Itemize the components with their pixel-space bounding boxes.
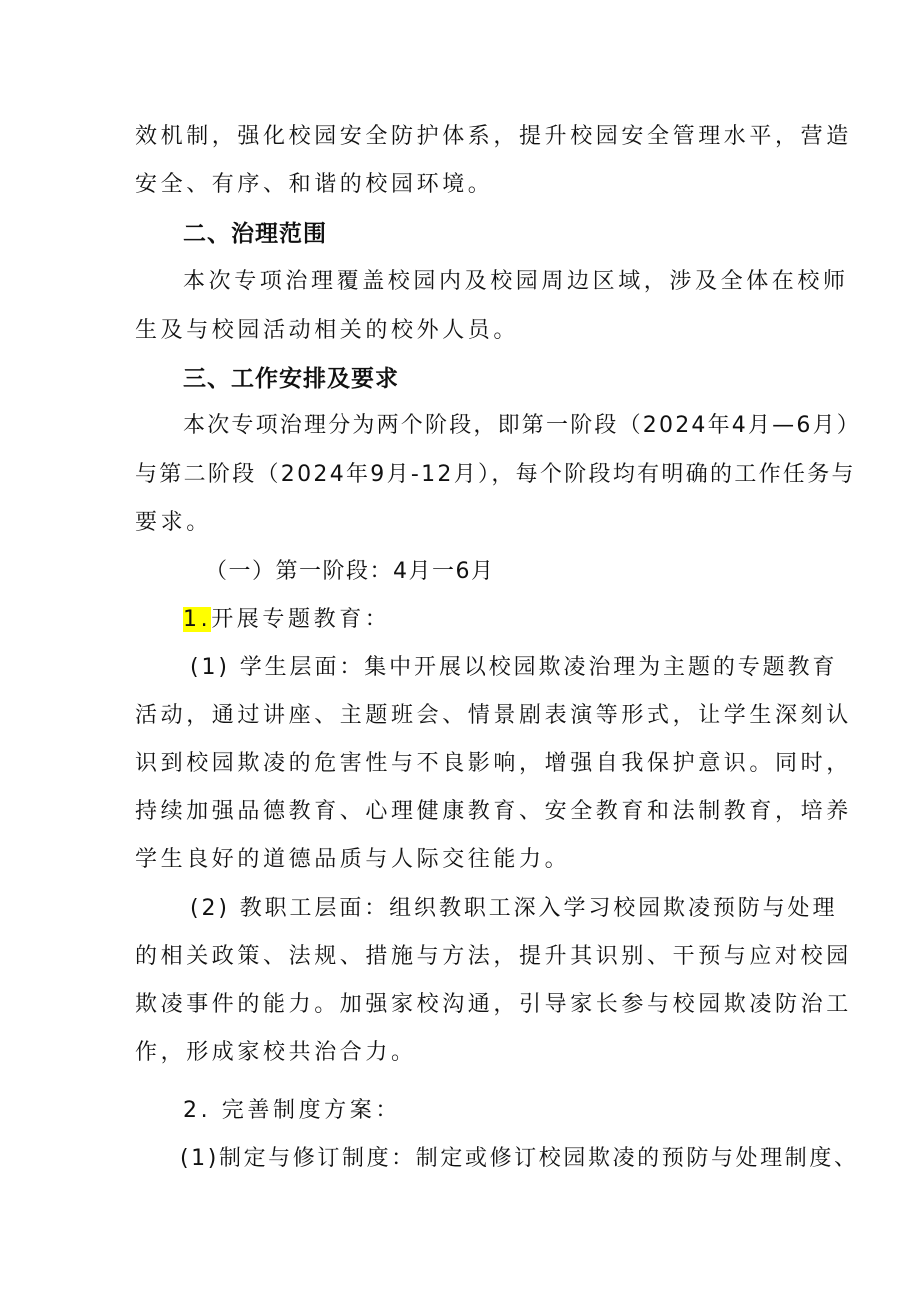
paragraph-line: 持续加强品德教育、心理健康教育、安全教育和法制教育，培养 xyxy=(135,799,852,824)
section-heading-scope: 二、治理范围 xyxy=(183,221,327,247)
list-item-education xyxy=(183,604,843,636)
paragraph-line: 安全、有序、和谐的校园环境。 xyxy=(135,172,494,197)
paragraph-line: (2) 教职工层面：组织教职工深入学习校园欺凌预防与处理 xyxy=(190,896,838,921)
paragraph-line: 本次专项治理分为两个阶段，即第一阶段（2024年4月—6月） xyxy=(183,413,861,438)
highlighted-number: 1. xyxy=(183,607,212,632)
list-item-label: 开展专题教育： xyxy=(211,607,391,632)
paragraph-line: 生及与校园活动相关的校外人员。 xyxy=(135,318,520,343)
paragraph-line: (1)制定与修订制度：制定或修订校园欺凌的预防与处理制度、 xyxy=(180,1146,859,1171)
list-item-system: 2. 完善制度方案： xyxy=(183,1098,401,1123)
paragraph-line: 学生良好的道德品质与人际交往能力。 xyxy=(135,847,571,872)
subsection-heading-stage-one: （一）第一阶段：4月一6月 xyxy=(205,559,495,584)
paragraph-line: (1) 学生层面：集中开展以校园欺凌治理为主题的专题教育 xyxy=(190,655,838,680)
paragraph-line: 的相关政策、法规、措施与方法，提升其识别、干预与应对校园 xyxy=(135,944,852,969)
paragraph-line: 与第二阶段（2024年9月-12月），每个阶段均有明确的工作任务与 xyxy=(135,462,856,487)
paragraph-line: 要求。 xyxy=(135,510,212,535)
section-heading-arrangement: 三、工作安排及要求 xyxy=(183,366,399,392)
paragraph-line: 效机制，强化校园安全防护体系，提升校园安全管理水平，营造 xyxy=(135,124,852,149)
paragraph-line: 欺凌事件的能力。加强家校沟通，引导家长参与校园欺凌防治工 xyxy=(135,992,852,1017)
paragraph-line: 活动，通过讲座、主题班会、情景剧表演等形式，让学生深刻认 xyxy=(135,703,852,728)
paragraph-line: 作，形成家校共治合力。 xyxy=(135,1040,417,1065)
paragraph-line: 本次专项治理覆盖校园内及校园周边区域，涉及全体在校师 xyxy=(183,269,849,294)
paragraph-line: 识到校园欺凌的危害性与不良影响，增强自我保护意识。同时， xyxy=(135,751,852,776)
